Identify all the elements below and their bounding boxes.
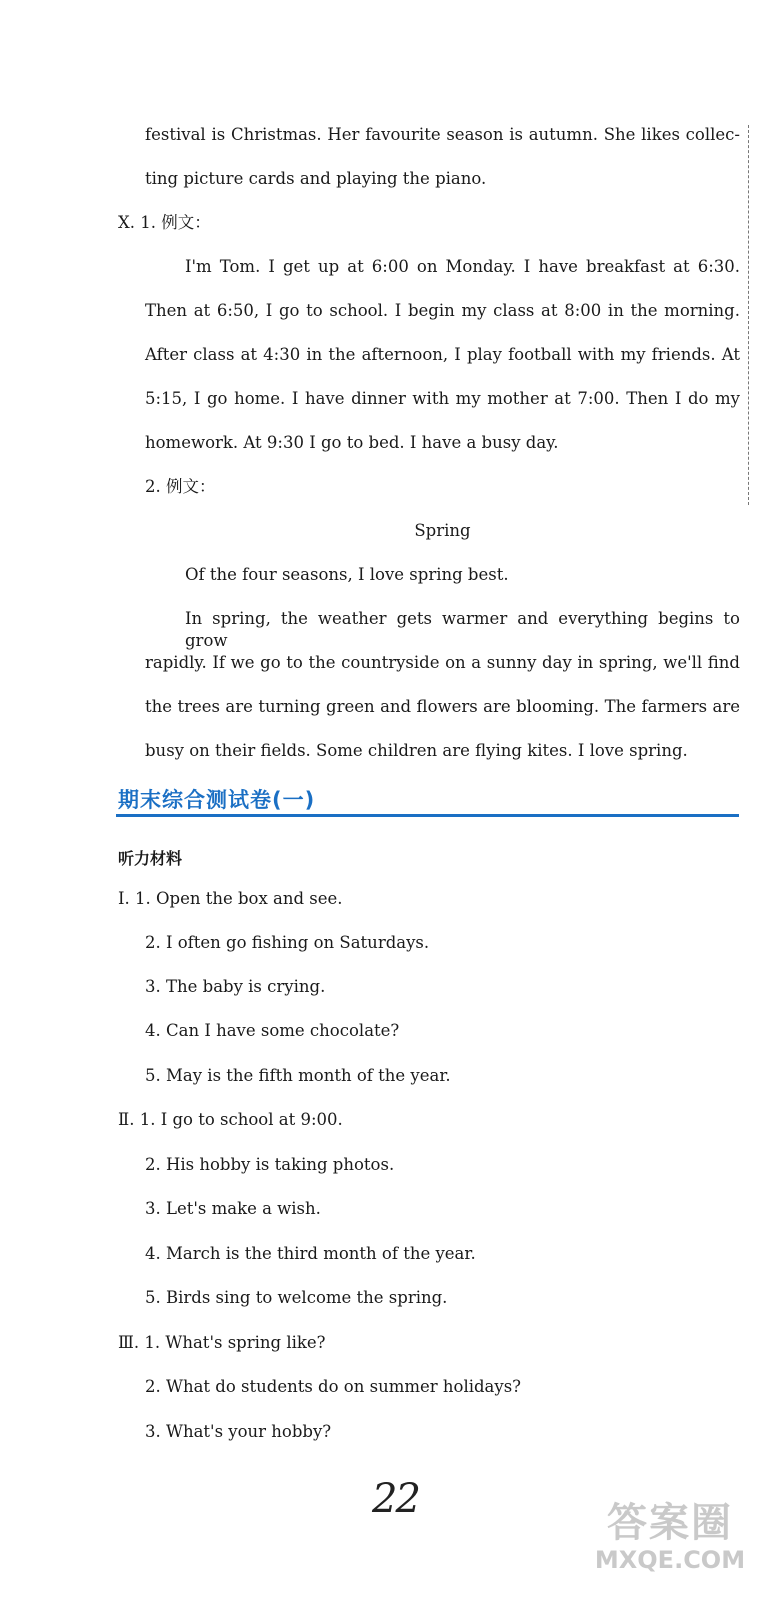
part2-item-1: Ⅱ. 1. I go to school at 9:00. (118, 1110, 343, 1129)
watermark-logo (585, 1500, 755, 1574)
section-x-label-2: 2. 例文： (145, 477, 216, 496)
part1-item-4: 4. Can I have some chocolate? (145, 1021, 400, 1040)
section-title-rule (116, 814, 739, 817)
page-number: 22 (372, 1476, 419, 1522)
watermark-bottom-text: MXQE.COM (594, 1546, 746, 1574)
part2-item-4: 4. March is the third month of the year. (145, 1244, 476, 1263)
essay2-line-5: busy on their fields. Some children are flying kites. I love spring. (145, 741, 688, 760)
part2-item-3: 3. Let's make a wish. (145, 1199, 321, 1218)
part1-item-2: 2. I often go fishing on Saturdays. (145, 933, 430, 952)
essay1-line-1: I'm Tom. I get up at 6:00 on Monday. I have breakfast at 6:30. (185, 257, 740, 276)
continuation-line-1: festival is Christmas. Her favourite season is autumn. She likes collec- (145, 125, 740, 144)
part1-item-5: 5. May is the fifth month of the year. (145, 1066, 451, 1085)
essay1-line-3: After class at 4:30 in the afternoon, I play football with my friends. At (145, 345, 740, 364)
part1-item-3: 3. The baby is crying. (145, 977, 326, 996)
watermark-top-text: 答案圈 (607, 1500, 733, 1546)
part3-item-1: Ⅲ. 1. What's spring like? (118, 1333, 326, 1352)
essay2-line-4: the trees are turning green and flowers are blooming. The farmers are (145, 697, 740, 716)
part3-item-2: 2. What do students do on summer holidays? (145, 1377, 522, 1396)
essay2-title: Spring (414, 521, 471, 540)
part2-item-2: 2. His hobby is taking photos. (145, 1155, 395, 1174)
essay2-line-2: In spring, the weather gets warmer and everything begins to grow (185, 609, 740, 650)
exam-section-title: 期末综合测试卷(一) (118, 788, 316, 812)
margin-dashed-rule (748, 125, 749, 505)
essay1-line-4: 5:15, I go home. I have dinner with my mother at 7:00. Then I do my (145, 389, 740, 408)
part3-item-3: 3. What's your hobby? (145, 1422, 332, 1441)
part2-item-5: 5. Birds sing to welcome the spring. (145, 1288, 448, 1307)
listening-material-heading: 听力材料 (118, 849, 183, 868)
part1-item-1: Ⅰ. 1. Open the box and see. (118, 889, 343, 908)
continuation-line-2: ting picture cards and playing the piano. (145, 169, 487, 188)
section-x-label: Ⅹ. 1. 例文： (118, 213, 211, 232)
essay2-line-3: rapidly. If we go to the countryside on a sunny day in spring, we'll find (145, 653, 740, 672)
essay1-line-5: homework. At 9:30 I go to bed. I have a busy day. (145, 433, 559, 452)
essay2-line-1: Of the four seasons, I love spring best. (185, 565, 509, 584)
essay1-line-2: Then at 6:50, I go to school. I begin my class at 8:00 in the morning. (145, 301, 740, 320)
